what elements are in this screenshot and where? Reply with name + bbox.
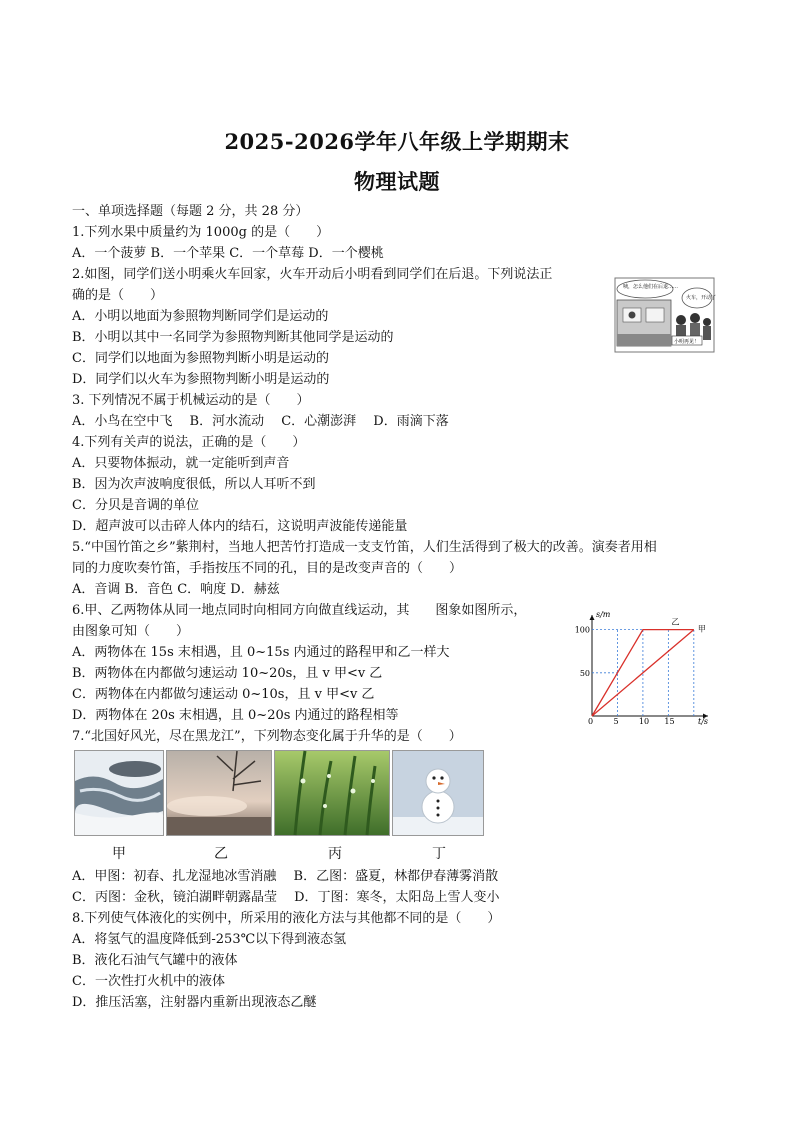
caption-bing: 丙: [328, 846, 342, 862]
section-heading: 一、单项选择题（每题 2 分，共 28 分）: [72, 204, 309, 219]
q6-option-a: A．两物体在 15s 末相遇，且 0~15s 内通过的路程甲和乙一样大: [72, 645, 450, 660]
q7-stem: 7.“北国好风光，尽在黑龙江”，下列物态变化属于升华的是（ ）: [72, 729, 462, 744]
y-axis-arrow: [590, 615, 595, 620]
q2-stem-line1: 2.如图，同学们送小明乘火车回家，火车开动后小明看到同学们在后退。下列说法正: [72, 267, 553, 282]
q2-option-d: D．同学们以火车为参照物判断小明是运动的: [72, 372, 330, 387]
q6-option-d: D．两物体在 20s 末相遇，且 0~20s 内通过的路程相等: [72, 708, 399, 723]
q6-option-c: C．两物体在内都做匀速运动 0~10s，且 v 甲<v 乙: [72, 687, 375, 702]
q7-options-line2: C．丙图：金秋，镜泊湖畔朝露晶莹 D．丁图：寒冬，太阳岛上雪人变小: [72, 890, 500, 905]
photo-jia-melting-ice: [74, 750, 164, 836]
farewell-sign-text: 小明再见！: [674, 339, 700, 345]
q7-options-line1: A．甲图：初春、扎龙湿地冰雪消融 B．乙图：盛夏，林都伊春薄雾消散: [72, 869, 499, 884]
photo-ding-snowman: [392, 750, 484, 836]
q6-stem-line1: 6.甲、乙两物体从同一地点同时向相同方向做直线运动，其 图象如图所示，: [72, 603, 527, 618]
q1-stem: 1.下列水果中质量约为 1000g 的是（ ）: [72, 225, 330, 240]
q4-option-a: A．只要物体振动，就一定能听到声音: [72, 456, 290, 471]
photo-bing-dew: [274, 750, 390, 836]
st-graph: [566, 610, 716, 728]
q2-option-a: A．小明以地面为参照物判断同学们是运动的: [72, 309, 329, 324]
caption-jia: 甲: [112, 846, 126, 862]
st-graph-svg: [566, 610, 716, 728]
y-tick-label: 50: [579, 668, 590, 678]
x-axis-label: t/s: [698, 717, 709, 726]
q5-stem-line1: 5.“中国竹笛之乡”紫荆村，当地人把苦竹打造成一支支竹笛，人们生活得到了极大的改善。演奏者用相: [72, 540, 657, 555]
q8-option-a: A．将氢气的温度降低到-253℃以下得到液态氢: [72, 932, 347, 947]
q8-stem: 8.下列使气体液化的实例中，所采用的液化方法与其他都不同的是（ ）: [72, 911, 501, 926]
q4-option-d: D．超声波可以击碎人体内的结石，这说明声波能传递能量: [72, 519, 408, 534]
q2-option-c: C．同学们以地面为参照物判断小明是运动的: [72, 351, 329, 366]
x-tick-label: 0: [588, 717, 594, 726]
series-label-yi: 乙: [671, 617, 680, 627]
page-subtitle: 物理试题: [354, 169, 440, 194]
x-tick-label: 10: [638, 717, 650, 726]
train-station-illustration: [615, 278, 717, 352]
q2-option-b: B．小明以其中一名同学为参照物判断其他同学是运动的: [72, 330, 394, 345]
q8-option-c: C．一次性打火机中的液体: [72, 974, 225, 989]
q4-stem: 4.下列有关声的说法，正确的是（ ）: [72, 435, 306, 450]
q6-stem-line2: 由图象可知（ ）: [72, 624, 190, 639]
series-label-jia: 甲: [697, 624, 706, 634]
x-tick-label: 5: [613, 717, 619, 726]
q8-option-b: B．液化石油气气罐中的液体: [72, 953, 238, 968]
y-tick-label: 100: [574, 625, 590, 635]
x-tick-label: 15: [664, 717, 675, 726]
photo-yi-fog: [166, 750, 272, 836]
page-title: 2025-2026学年八年级上学期期末: [224, 129, 570, 154]
caption-ding: 丁: [432, 846, 446, 862]
q3-options: A．小鸟在空中飞 B．河水流动 C．心潮澎湃 D．雨滴下落: [72, 414, 449, 429]
bubble2-text: 火车，开动了: [686, 295, 717, 301]
q8-option-d: D．推压活塞，注射器内重新出现液态乙醚: [72, 995, 317, 1010]
train-cartoon-image: [615, 278, 717, 352]
q4-option-b: B．因为次声波响度很低，所以人耳听不到: [72, 477, 316, 492]
bubble1-text: 咦，怎么他们在后退……: [623, 284, 679, 290]
y-axis-label: s/m: [596, 610, 611, 619]
caption-yi: 乙: [214, 846, 228, 862]
q1-options: A．一个菠萝 B．一个苹果 C．一个草莓 D．一个樱桃: [72, 246, 384, 261]
q5-stem-line2: 同的力度吹奏竹笛，手指按压不同的孔，目的是改变声音的（ ）: [72, 561, 463, 576]
chart-labels: [575, 610, 708, 726]
q6-option-b: B．两物体在内都做匀速运动 10~20s，且 v 甲<v 乙: [72, 666, 383, 681]
q5-options: A．音调 B．音色 C．响度 D．赫兹: [72, 582, 280, 597]
q4-option-c: C．分贝是音调的单位: [72, 498, 199, 513]
q3-stem: 3. 下列情况不属于机械运动的是（ ）: [72, 393, 310, 408]
q2-stem-line2: 确的是（ ）: [72, 288, 164, 303]
